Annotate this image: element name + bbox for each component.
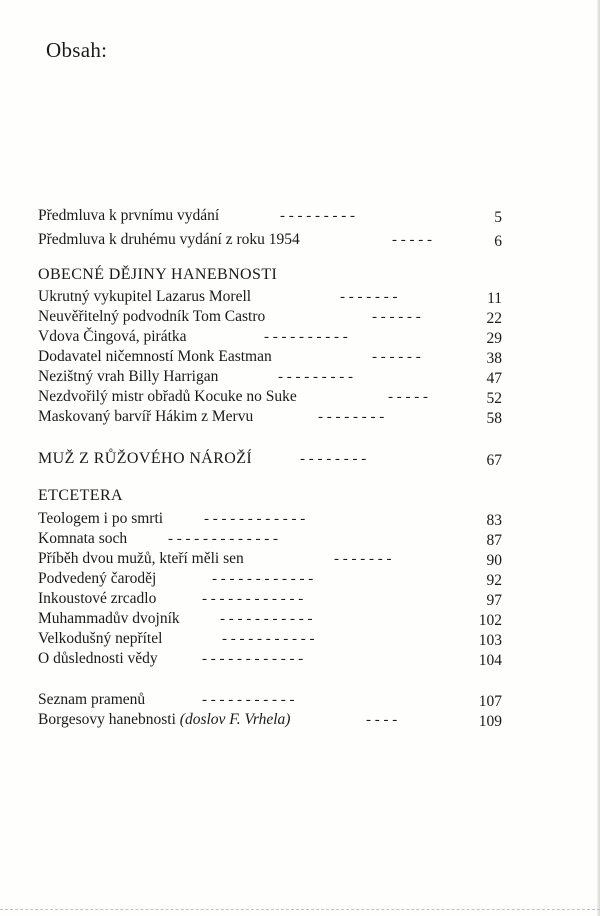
toc-entry-page: 83 <box>486 512 502 529</box>
toc-entry-title: Ukrutný vykupitel Lazarus Morell <box>38 288 252 305</box>
toc-entry-page: 58 <box>486 410 502 427</box>
toc-entry <box>38 609 502 629</box>
toc-leader: - - - - - - - - - - - - - <box>168 531 278 547</box>
toc-entry-title: Muhammadův dvojník <box>38 610 180 627</box>
toc-entry-title: Velkodušný nepřítel <box>38 630 163 647</box>
section-title: MUŽ Z RŮŽOVÉHO NÁROŽÍ <box>38 450 253 467</box>
toc-entry-page: 97 <box>486 592 502 609</box>
toc-entry-page: 5 <box>494 209 502 226</box>
toc-entry <box>38 509 502 529</box>
toc-entry <box>38 407 502 427</box>
toc-entry-title: Inkoustové zrcadlo <box>38 590 157 607</box>
toc-entry-title: Komnata soch <box>38 530 128 547</box>
toc-entry <box>38 367 502 387</box>
toc-entry <box>38 529 502 549</box>
toc-entry-page: 6 <box>494 233 502 250</box>
toc-entry-page: 67 <box>486 452 502 469</box>
toc-leader: - - - - - - - - - - <box>264 329 348 345</box>
toc-leader: - - - - - - - <box>334 551 392 567</box>
toc-entry-title: Neuvěřitelný podvodník Tom Castro <box>38 308 266 325</box>
toc-entry <box>38 649 502 669</box>
toc-leader: - - - - - - - - - <box>280 208 355 224</box>
toc-entry-page: 47 <box>486 370 502 387</box>
toc-leader: - - - - - - <box>372 349 421 365</box>
toc-leader: - - - - - - - - - <box>278 369 353 385</box>
toc-entry-title-italic: (doslov F. Vrhela) <box>179 711 291 728</box>
toc-entry-page: 103 <box>478 632 502 649</box>
toc-entry-page: 52 <box>486 390 502 407</box>
toc-entry-title: Nezištný vrah Billy Harrigan <box>38 368 219 385</box>
toc-entry-title: Maskovaný barvíř Hákim z Mervu <box>38 408 254 425</box>
toc-leader: - - - - - - <box>372 309 421 325</box>
toc-entry-page: 90 <box>486 552 502 569</box>
toc-entry-title <box>38 710 290 730</box>
toc-entry <box>38 347 502 367</box>
toc-entry <box>38 387 502 407</box>
toc-leader: - - - - - - - - - - - - <box>204 511 306 527</box>
scan-bottom-border <box>0 909 600 910</box>
toc-entry <box>38 629 502 649</box>
toc-entry-title-main: Borgesovy hanebnosti <box>38 711 176 728</box>
toc-entry-page: 107 <box>478 693 502 710</box>
toc-leader: - - - - - - - <box>340 289 398 305</box>
toc-entry-title: Teologem i po smrti <box>38 510 164 527</box>
toc-entry <box>38 327 502 347</box>
section-title: OBECNÉ DĚJINY HANEBNOSTI <box>38 266 278 283</box>
toc-entry <box>38 287 502 307</box>
toc-entry-title: Seznam pramenů <box>38 691 146 708</box>
toc-entry <box>38 230 502 250</box>
toc-entry-page: 109 <box>478 713 502 730</box>
toc-leader: - - - - - - - - - - - - <box>202 651 304 667</box>
toc-leader: - - - - - - - - <box>300 451 367 467</box>
toc-entry-title: O důslednosti vědy <box>38 650 158 667</box>
toc-leader: - - - - - - - - - - - <box>202 692 295 708</box>
toc-entry-title: Předmluva k prvnímu vydání <box>38 207 220 224</box>
toc-entry <box>38 690 502 710</box>
toc-leader: - - - - - - - - - - - - <box>212 571 314 587</box>
toc-entry-page: 29 <box>486 330 502 347</box>
toc-leader: - - - - - - - - - - - <box>222 631 315 647</box>
toc-leader: - - - - - - - - <box>318 409 385 425</box>
toc-leader: - - - - - - - - - - - - <box>202 591 304 607</box>
toc-entry-page: 22 <box>486 310 502 327</box>
toc-entry <box>38 307 502 327</box>
toc-entry-title: Vdova Čingová, pirátka <box>38 328 187 345</box>
toc-entry <box>38 449 502 469</box>
toc-entry <box>38 710 502 730</box>
toc-entry-page: 102 <box>478 612 502 629</box>
toc-leader: - - - - <box>366 712 398 728</box>
toc-entry-title: Příběh dvou mužů, kteří měli sen <box>38 550 244 567</box>
toc-entry-title: Dodavatel ničemností Monk Eastman <box>38 348 272 365</box>
toc-leader: - - - - - - - - - - - <box>220 611 313 627</box>
toc-entry-title: Předmluva k druhému vydání z roku 1954 <box>38 231 300 248</box>
toc-entry-page: 11 <box>487 290 502 307</box>
toc-leader: - - - - - <box>392 232 432 248</box>
toc-entry-page: 87 <box>486 532 502 549</box>
toc-entry <box>38 549 502 569</box>
section-title: ETCETERA <box>38 487 123 504</box>
toc-entry-title: Nezdvořilý mistr obřadů Kocuke no Suke <box>38 388 297 405</box>
toc-entry-page: 104 <box>478 652 502 669</box>
toc-entry <box>38 589 502 609</box>
toc-entry <box>38 206 502 226</box>
toc-entry-title: Podvedený čaroděj <box>38 570 157 587</box>
toc-heading: Obsah: <box>46 38 108 62</box>
toc-entry-page: 92 <box>486 572 502 589</box>
toc-entry <box>38 569 502 589</box>
toc-leader: - - - - - <box>388 389 428 405</box>
toc-entry-page: 38 <box>486 350 502 367</box>
